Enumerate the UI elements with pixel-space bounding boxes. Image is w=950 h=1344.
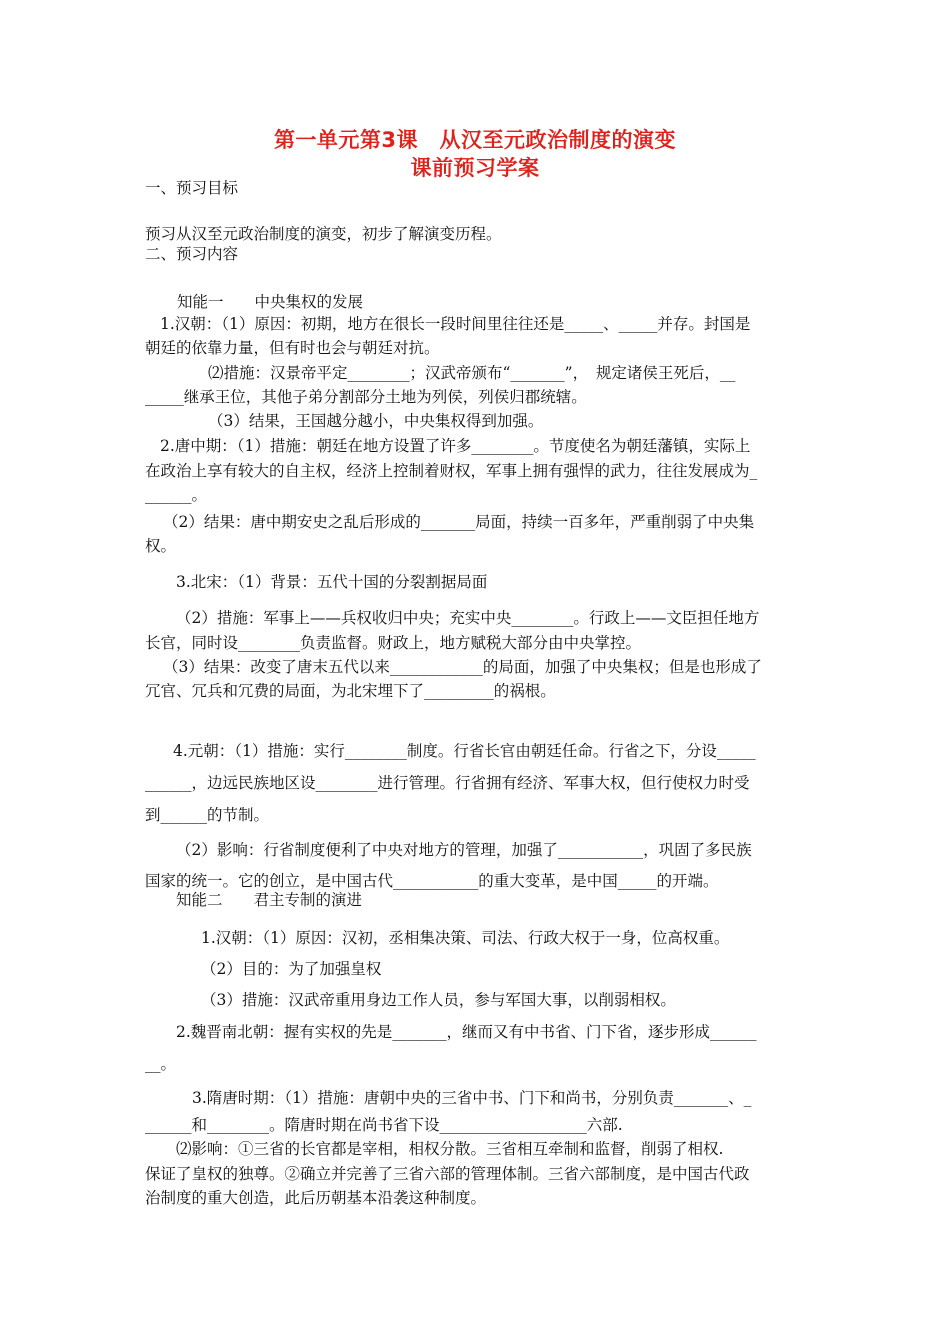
paragraph-line: 保证了皇权的独尊。②确立并完善了三省六部的管理体制。三省六部制度，是中国古代政 [145, 1165, 750, 1183]
paragraph-line: 2.魏晋南北朝：握有实权的先是_______，继而又有中书省、门下省，逐步形成______ [176, 1023, 757, 1041]
section-heading: 二、预习内容 [145, 245, 239, 263]
subsection-heading: 知能二 君主专制的演进 [176, 891, 363, 909]
paragraph-line: （2）目的：为了加强皇权 [201, 960, 382, 978]
paragraph-line: 1.汉朝：（1）原因：汉初，丞相集决策、司法、行政大权于一身，位高权重。 [201, 929, 730, 947]
paragraph-line: 3.北宋：（1）背景：五代十国的分裂割据局面 [176, 573, 488, 591]
paragraph-line: ⑵影响：①三省的长官都是宰相，相权分散。三省相互牵制和监督，削弱了相权. [176, 1140, 724, 1158]
paragraph-line: ______。 [145, 486, 208, 504]
paragraph-line: 预习从汉至元政治制度的演变，初步了解演变历程。 [145, 225, 502, 243]
paragraph-line: 在政治上享有较大的自主权，经济上控制着财权，军事上拥有强悍的武力，往往发展成为_ [145, 462, 758, 480]
page-title: 第一单元第3课 从汉至元政治制度的演变 [273, 128, 677, 152]
paragraph-line: __。 [145, 1055, 177, 1073]
paragraph-line: （3）结果：改变了唐末五代以来____________的局面，加强了中央集权；但是也形成了 [163, 658, 762, 676]
subsection-heading: 知能一 中央集权的发展 [177, 293, 364, 311]
paragraph-line: 治制度的重大创造，此后历朝基本沿袭这种制度。 [145, 1189, 487, 1207]
paragraph-line: _____继承王位，其他子弟分割部分土地为列侯，列侯归郡统辖。 [145, 388, 587, 406]
paragraph-line: （3）措施：汉武帝重用身边工作人员，参与军国大事，以削弱相权。 [201, 991, 676, 1009]
paragraph-line: 3.隋唐时期：（1）措施：唐朝中央的三省中书、门下和尚书，分别负责_______、_ [192, 1089, 752, 1107]
section-heading: 一、预习目标 [145, 179, 239, 197]
paragraph-line: 冗官、冗兵和冗费的局面，为北宋埋下了_________的祸根。 [145, 682, 556, 700]
paragraph-line: （2）影响：行省制度便利了中央对地方的管理，加强了___________，巩固了多民族 [176, 841, 752, 859]
paragraph-line: 1.汉朝：（1）原因：初期，地方在很长一段时间里往往还是_____、_____并存。封国是 [160, 315, 751, 333]
paragraph-line: 到______的节制。 [145, 806, 270, 824]
paragraph-line: 2.唐中期：（1）措施：朝廷在地方设置了许多________。节度使名为朝廷藩镇，实际上 [160, 437, 751, 455]
paragraph-line: ⑵措施：汉景帝平定________；汉武帝颁布“_______”， 规定诸侯王死后，__ [208, 364, 736, 382]
paragraph-line: 国家的统一。它的创立，是中国古代___________的重大变革，是中国_____的开端。 [145, 872, 719, 890]
paragraph-line: 4.元朝：（1）措施：实行________制度。行省长官由朝廷任命。行省之下，分设_____ [173, 742, 756, 760]
paragraph-line: （2）措施：军事上——兵权收归中央；充实中央________。行政上——文臣担任地方 [176, 609, 760, 627]
paragraph-line: 朝廷的依靠力量，但有时也会与朝廷对抗。 [145, 339, 440, 357]
paragraph-line: 长官，同时设________负责监督。财政上，地方赋税大部分由中央掌控。 [145, 634, 642, 652]
paragraph-line: ______和________。隋唐时期在尚书省下设___________________六部. [145, 1116, 623, 1134]
paragraph-line: ______，边远民族地区设________进行管理。行省拥有经济、军事大权，但行使权力时受 [145, 774, 750, 792]
paragraph-line: （3）结果，王国越分越小，中央集权得到加强。 [208, 412, 544, 430]
paragraph-line: （2）结果：唐中期安史之乱后形成的_______局面，持续一百多年，严重削弱了中央集 [163, 513, 755, 531]
page-subtitle: 课前预习学案 [410, 156, 540, 180]
paragraph-line: 权。 [145, 537, 177, 555]
